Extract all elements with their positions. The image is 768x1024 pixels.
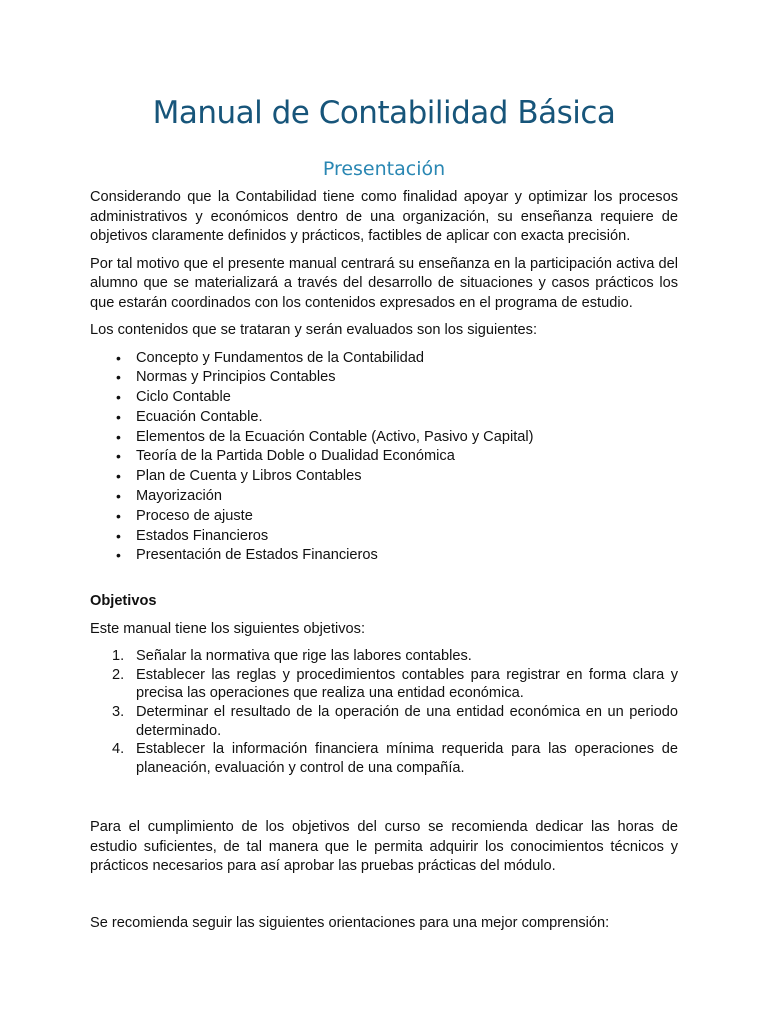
list-item bbox=[116, 408, 678, 428]
contents-intro: Los contenidos que se trataran y serán evaluados son los siguientes: bbox=[90, 322, 538, 338]
objective-text: Establecer las reglas y procedimientos contables para registrar en forma clara y precisa las operaciones que realiza una entidad económica. bbox=[136, 666, 678, 702]
bullet-icon: • bbox=[116, 507, 121, 524]
list-item bbox=[116, 487, 678, 507]
list-item bbox=[116, 527, 678, 547]
list-item-text: Normas y Principios Contables bbox=[136, 369, 336, 386]
bullet-icon: • bbox=[116, 547, 121, 564]
list-item bbox=[116, 388, 678, 408]
objective-text: Establecer la información financiera mínima requerida para las operaciones de planeación, evaluación y control de una compañía. bbox=[136, 741, 678, 776]
list-item bbox=[116, 507, 678, 527]
objective-number: 1. bbox=[112, 648, 125, 665]
list-item bbox=[116, 428, 678, 448]
list-item-text: Plan de Cuenta y Libros Contables bbox=[136, 468, 362, 485]
objectives-list bbox=[90, 647, 678, 777]
bullet-icon: • bbox=[116, 527, 121, 544]
contents-list bbox=[90, 349, 678, 567]
list-item bbox=[116, 349, 678, 369]
closing-paragraph-1: Para el cumplimiento de los objetivos del curso se recomienda dedicar las horas de estudio suficientes, de tal manera que le permita adquirir los conocimientos técnicos y prácticos necesarios para así aprobar las pruebas prácticas del módulo. bbox=[90, 819, 678, 875]
bullet-icon: • bbox=[116, 349, 121, 366]
objective-number: 2. bbox=[112, 666, 125, 683]
objective-item bbox=[112, 703, 678, 740]
bullet-icon: • bbox=[116, 448, 121, 465]
list-item-text: Ecuación Contable. bbox=[136, 408, 263, 425]
list-item-text: Elementos de la Ecuación Contable (Activo, Pasivo y Capital) bbox=[136, 428, 534, 445]
list-item-text: Mayorización bbox=[136, 488, 222, 505]
bullet-icon: • bbox=[116, 389, 121, 406]
list-item-text: Presentación de Estados Financieros bbox=[136, 547, 378, 564]
list-item-text: Estados Financieros bbox=[136, 527, 269, 544]
objective-text: Determinar el resultado de la operación de una entidad económica en un periodo determinado. bbox=[136, 704, 678, 739]
list-item-text: Ciclo Contable bbox=[136, 389, 231, 406]
intro-paragraph-2: Por tal motivo que el presente manual centrará su enseñanza en la participación activa del alumno que se materializará a través del desarrollo de situaciones y casos prácticos los que estarán coordinados con los contenidos expresados en el programa de estudio. bbox=[90, 255, 678, 311]
objective-item bbox=[112, 740, 678, 777]
objective-item bbox=[112, 666, 678, 703]
objectives-heading: Objetivos bbox=[90, 593, 157, 610]
objective-item bbox=[112, 647, 678, 666]
bullet-icon: • bbox=[116, 408, 121, 425]
list-item-text: Concepto y Fundamentos de la Contabilidad bbox=[136, 349, 425, 366]
section-title-presentacion: Presentación bbox=[322, 158, 446, 180]
list-item bbox=[116, 546, 678, 566]
objectives-intro: Este manual tiene los siguientes objetivos: bbox=[90, 620, 366, 637]
bullet-icon: • bbox=[116, 468, 121, 485]
list-item bbox=[116, 368, 678, 388]
list-item-text: Proceso de ajuste bbox=[136, 507, 253, 524]
list-item bbox=[116, 467, 678, 487]
bullet-icon: • bbox=[116, 428, 121, 445]
intro-paragraph-1: Considerando que la Contabilidad tiene como finalidad apoyar y optimizar los procesos administrativos y económicos dentro de una organización, su enseñanza requiere de objetivos claramente definidos y prácticos, factibles de aplicar con exacta precisión. bbox=[90, 189, 678, 244]
objective-number: 3. bbox=[112, 704, 125, 721]
closing-paragraph-2: Se recomienda seguir las siguientes orientaciones para una mejor comprensión: bbox=[90, 914, 610, 931]
bullet-icon: • bbox=[116, 369, 121, 386]
bullet-icon: • bbox=[116, 488, 121, 505]
document-title: Manual de Contabilidad Básica bbox=[152, 95, 616, 131]
list-item-text: Teoría de la Partida Doble o Dualidad Económica bbox=[136, 448, 455, 465]
objective-text: Señalar la normativa que rige las labores contables. bbox=[136, 648, 472, 665]
list-item bbox=[116, 447, 678, 467]
objective-number: 4. bbox=[112, 741, 125, 758]
